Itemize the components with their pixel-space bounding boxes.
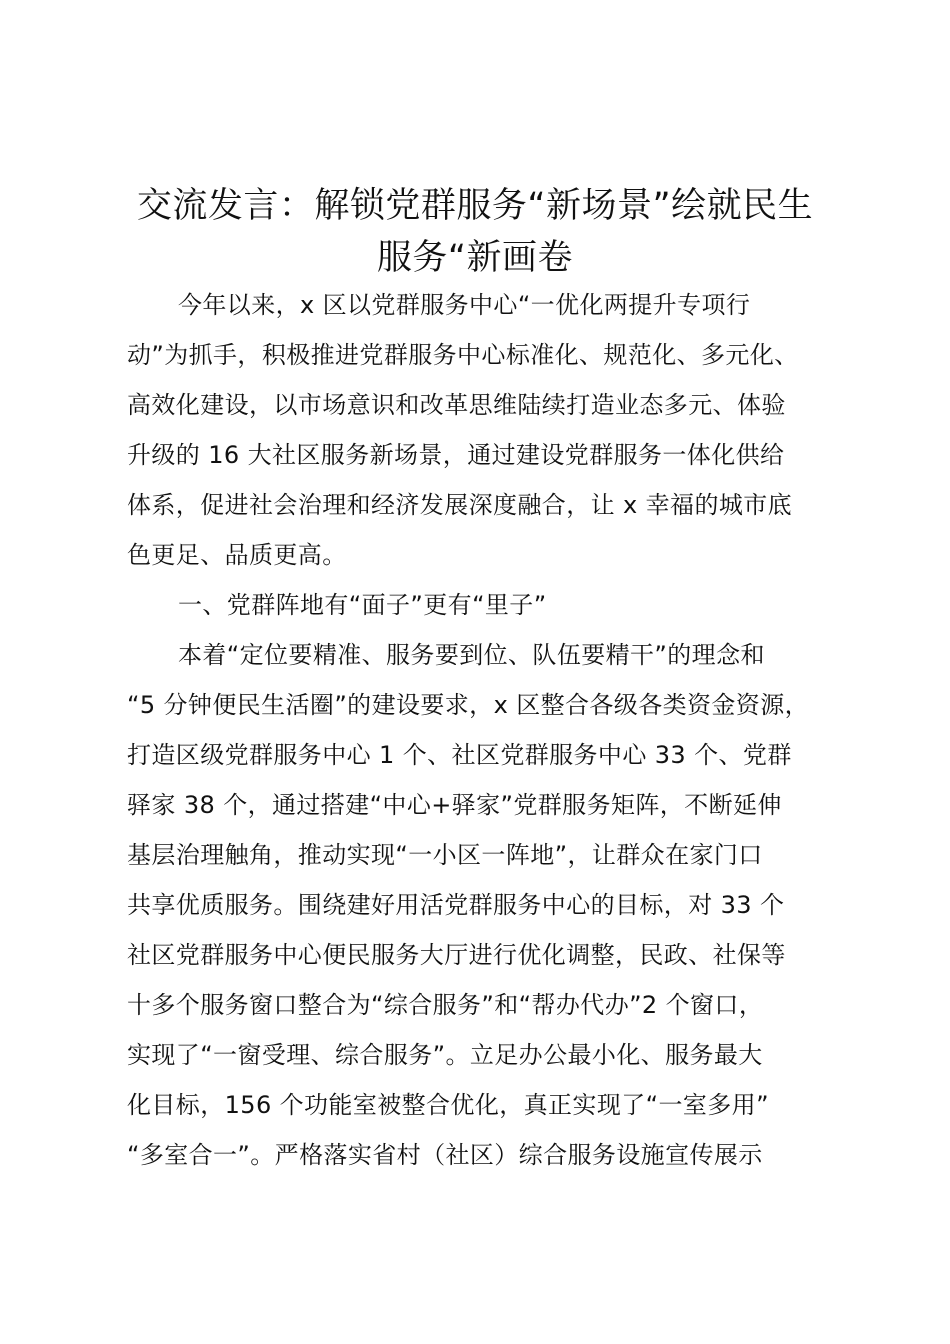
paragraph-2-line-4: 驿家 38 个，通过搭建“中心+驿家”党群服务矩阵，不断延伸 bbox=[127, 791, 782, 819]
paragraph-2-line-11: “多室合一”。严格落实省村（社区）综合服务设施宣传展示 bbox=[127, 1141, 763, 1169]
document-title bbox=[110, 180, 840, 284]
paragraph-1-line-1: 今年以来，x 区以党群服务中心“一优化两提升专项行 bbox=[178, 291, 751, 319]
title-line-1: 交流发言：解锁党群服务“新场景”绘就民生 bbox=[136, 186, 814, 226]
paragraph-2-line-10: 化目标，156 个功能室被整合优化，真正实现了“一室多用” bbox=[127, 1091, 769, 1119]
paragraph-2-line-9: 实现了“一窗受理、综合服务”。立足办公最小化、服务最大 bbox=[127, 1041, 763, 1069]
paragraph-2-line-8: 十多个服务窗口整合为“综合服务”和“帮办代办”2 个窗口， bbox=[127, 991, 764, 1019]
paragraph-2-line-6: 共享优质服务。围绕建好用活党群服务中心的目标，对 33 个 bbox=[127, 891, 785, 919]
paragraph-1-line-3: 高效化建设，以市场意识和改革思维陆续打造业态多元、体验 bbox=[127, 391, 786, 419]
paragraph-2-line-2: “5 分钟便民生活圈”的建设要求，x 区整合各级各类资金资源， bbox=[127, 691, 809, 719]
paragraph-1-line-4: 升级的 16 大社区服务新场景，通过建设党群服务一体化供给 bbox=[127, 441, 785, 469]
document-body bbox=[127, 280, 857, 1180]
paragraph-1-line-6: 色更足、品质更高。 bbox=[127, 541, 347, 569]
paragraph-2-line-5: 基层治理触角，推动实现“一小区一阵地”，让群众在家门口 bbox=[127, 841, 763, 869]
paragraph-2-line-3: 打造区级党群服务中心 1 个、社区党群服务中心 33 个、党群 bbox=[127, 741, 792, 769]
paragraph-1-line-5: 体系，促进社会治理和经济发展深度融合，让 x 幸福的城市底 bbox=[127, 491, 793, 519]
paragraph-1-line-2: 动”为抓手，积极推进党群服务中心标准化、规范化、多元化、 bbox=[127, 341, 799, 369]
paragraph-2-line-7: 社区党群服务中心便民服务大厅进行优化调整，民政、社保等 bbox=[127, 941, 786, 969]
section-heading-1: 一、党群阵地有“面子”更有“里子” bbox=[178, 591, 547, 619]
paragraph-2-line-1: 本着“定位要精准、服务要到位、队伍要精干”的理念和 bbox=[178, 641, 765, 669]
title-line-2: 服务“新画卷 bbox=[376, 238, 574, 278]
